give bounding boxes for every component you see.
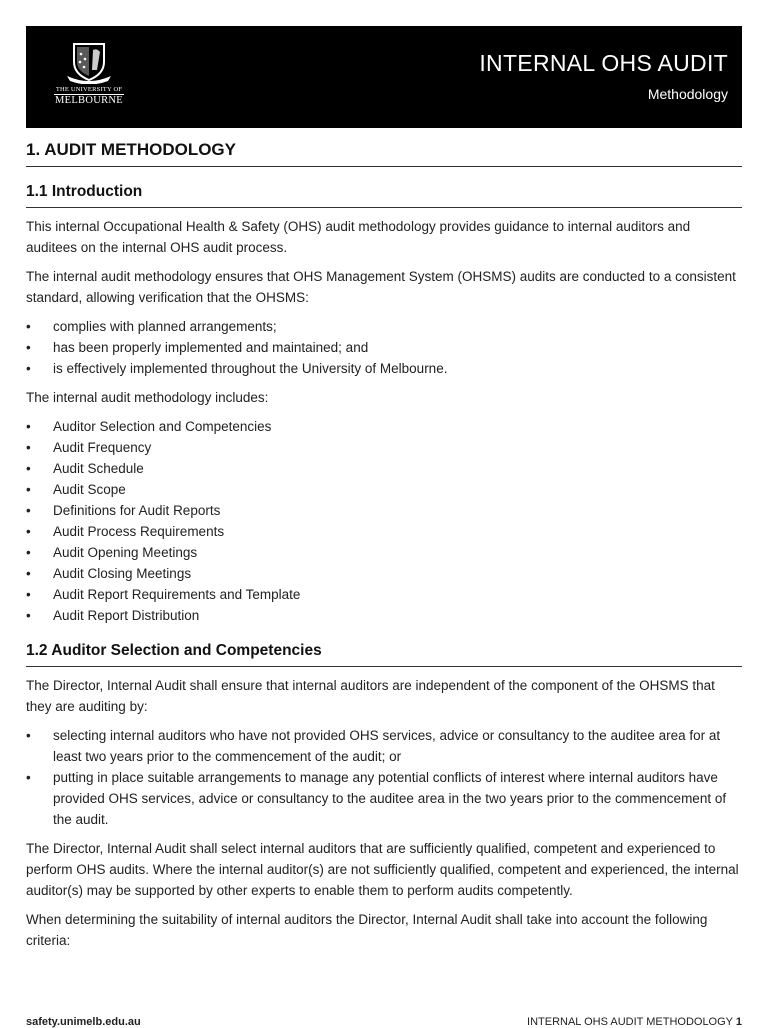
paragraph: The Director, Internal Audit shall select internal auditors that are sufficiently qualified, competent and experienced to perform OHS audits. Where the internal auditor(s) are not sufficiently qualified, competent and experienced, the internal auditor(s) may be supported by other experts to enable them to perform audits competently. [26,841,739,898]
paragraph: The internal audit methodology ensures that OHS Management System (OHSMS) audits are conducted to a consistent standard, allowing verification that the OHSMS: [26,269,736,305]
document-title: INTERNAL OHS AUDIT [479,50,728,76]
subsection-heading-introduction: 1.1 Introduction [26,181,742,208]
list-item: • is effectively implemented throughout the University of Melbourne. [26,358,742,379]
list-item: • putting in place suitable arrangements to manage any potential conflicts of interest where internal auditors have provided OHS services, advice or consultancy to the auditee area in the two years prior to the commencement of the audit. [26,767,742,830]
document-header [26,26,742,128]
document-body [26,136,742,951]
bullet-list [26,725,742,830]
page-number: 1 [735,1016,742,1028]
list-item: • Audit Closing Meetings [26,563,742,584]
list-item: • Auditor Selection and Competencies [26,416,742,437]
section-heading: 1. AUDIT METHODOLOGY [26,136,742,167]
list-item: • Audit Process Requirements [26,521,742,542]
paragraph: The internal audit methodology includes: [26,390,269,405]
bullet-list [26,316,742,379]
list-item: • Audit Frequency [26,437,742,458]
list-item: • Audit Opening Meetings [26,542,742,563]
list-item: • Audit Schedule [26,458,742,479]
bullet-list [26,416,742,626]
list-item: • Audit Report Distribution [26,605,742,626]
list-item: • Definitions for Audit Reports [26,500,742,521]
paragraph: The Director, Internal Audit shall ensure that internal auditors are independent of the component of the OHSMS that they are auditing by: [26,678,715,714]
list-item: • Audit Scope [26,479,742,500]
subsection-heading-auditor-selection: 1.2 Auditor Selection and Competencies [26,640,742,667]
list-item: • has been properly implemented and maintained; and [26,337,742,358]
paragraph: This internal Occupational Health & Safety (OHS) audit methodology provides guidance to internal auditors and auditees on the internal OHS audit process. [26,219,691,255]
list-item: • complies with planned arrangements; [26,316,742,337]
paragraph: When determining the suitability of internal auditors the Director, Internal Audit shall take into account the following criteria: [26,912,708,948]
footer-website: safety.unimelb.edu.au [26,1016,141,1028]
university-logo: THE UNIVERSITY OF MELBOURNE [54,40,124,106]
document-subtitle: Methodology [647,86,728,102]
crest-icon [66,40,112,84]
list-item: • selecting internal auditors who have not provided OHS services, advice or consultancy to the auditee area for at least two years prior to the commencement of the audit; or [26,725,742,767]
list-item: • Audit Report Requirements and Template [26,584,742,605]
footer-title: INTERNAL OHS AUDIT METHODOLOGY 1 [527,1016,742,1028]
